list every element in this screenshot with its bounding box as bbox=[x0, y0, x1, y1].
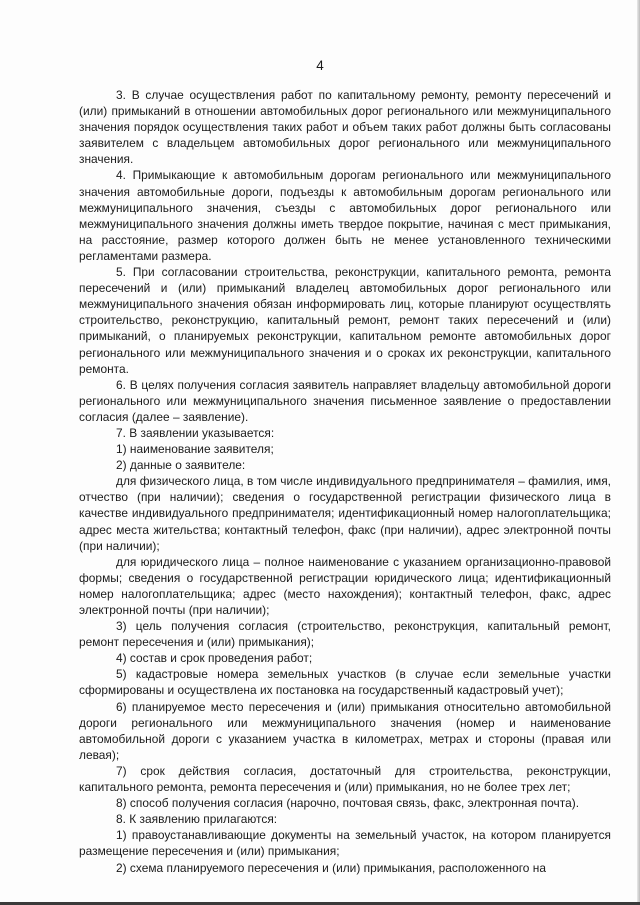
subitem-validity: 7) срок действия согласия, достаточный для строительства, реконструкции, капитального ремонта, ремонта пересечения и (или) примыкания, но не более трех лет; bbox=[79, 763, 611, 795]
document-body bbox=[79, 87, 611, 876]
subitem-delivery: 8) способ получения согласия (нарочно, почтовая связь, факс, электронная почта). bbox=[116, 796, 580, 811]
subitem-applicant-data: 2) данные о заявителе: bbox=[116, 458, 246, 473]
subitem-legal-entity: для юридического лица – полное наименование с указанием организационно-правовой формы; сведения о государственной регистрации юридического лица; идентификационный номер налогоплательщика; адрес (место нахождения); контактный телефон, факс, адрес электронной почты (при наличии); bbox=[79, 554, 611, 617]
paragraph-item-5: 5. При согласовании строительства, реконструкции, капитального ремонта, ремонта пересечений и (или) примыканий владелец автомобильных дорог регионального или межмуниципального значения обязан информировать лиц, которые планируют осуществлять строительство, реконструкцию, капитальный ремонт, ремонт таких пересечений и (или) примыканий, о планируемых реконструкции, капитальном ремонте автомобильных дорог регионального или межмуниципального значения и о сроках их реконструкции, капитального ремонта. bbox=[79, 265, 611, 376]
paragraph-item-8: 8. К заявлению прилагаются: bbox=[116, 812, 278, 827]
paragraph-item-3: 3. В случае осуществления работ по капитальному ремонту, ремонту пересечений и (или) примыканий в отношении автомобильных дорог регионального или межмуниципального значения порядок осуществления таких работ и объем таких работ должны быть согласованы заявителем с владельцем автомобильных дорог регионального или межмуниципального значения. bbox=[79, 88, 611, 167]
subitem-works: 4) состав и срок проведения работ; bbox=[116, 651, 313, 666]
subitem-scheme: 2) схема планируемого пересечения и (или) примыкания, расположенного на bbox=[116, 860, 546, 875]
page-number: 4 bbox=[316, 58, 324, 73]
subitem-cadastral: 5) кадастровые номера земельных участков (в случае если земельные участки сформированы и осуществлена их постановка на государственный кадастровый учет); bbox=[79, 667, 611, 698]
subitem-individual: для физического лица, в том числе индивидуального предпринимателя – фамилия, имя, отчество (при наличии); сведения о государственной регистрации физического лица в качестве индивидуального предпринимателя; идентификационный номер налогоплательщика; адрес места жительства; контактный телефон, факс (при наличии), адрес электронной почты (при наличии); bbox=[79, 474, 611, 553]
subitem-location: 6) планируемое место пересечения и (или) примыкания относительно автомобильной дороги регионального или межмуниципального значения (номер и наименование автомобильной дороги с указанием участка в километрах, метрах и стороны (правая или левая); bbox=[79, 699, 611, 762]
subitem-applicant-name: 1) наименование заявителя; bbox=[116, 442, 274, 457]
paragraph-item-6: 6. В целях получения согласия заявитель направляет владельцу автомобильной дороги регионального или межмуниципального значения письменное заявление о предоставлении согласия (далее – заявление). bbox=[79, 377, 611, 424]
paragraph-item-4: 4. Примыкающие к автомобильным дорогам регионального или межмуниципального значения автомобильные дороги, подъезды к автомобильным дорогам регионального или межмуниципального значения, съезды с автомобильных дорог регионального или межмуниципального значения должны иметь твердое покрытие, начиная с мест примыкания, на расстояние, размер которого должен быть не менее установленного техническими регламентами размера. bbox=[79, 168, 611, 263]
subitem-purpose: 3) цель получения согласия (строительство, реконструкция, капитальный ремонт, ремонт пересечения и (или) примыкания); bbox=[79, 619, 611, 650]
paragraph-item-7: 7. В заявлении указывается: bbox=[116, 425, 275, 440]
subitem-title-documents: 1) правоустанавливающие документы на земельный участок, на котором планируется размещение пересечения и (или) примыкания; bbox=[79, 828, 611, 859]
